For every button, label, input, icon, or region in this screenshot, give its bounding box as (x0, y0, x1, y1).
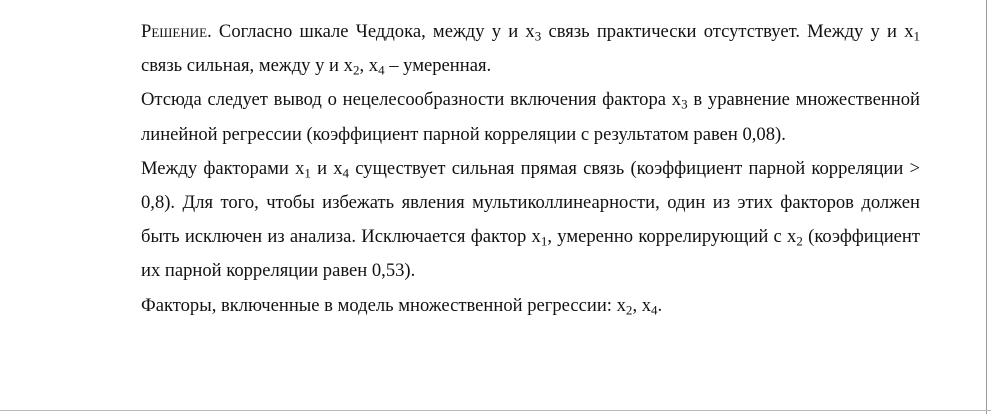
text-run: связь сильная, между y и x (141, 55, 353, 77)
subscript: 1 (304, 165, 311, 181)
text-run: . Согласно шкале Чеддока, между y и x (207, 21, 535, 42)
subscript: 3 (681, 96, 688, 112)
text-run: (коэффициент их парной корреляции равен 0,53). (141, 226, 920, 282)
text-run: в уравнение множественной линейной регрессии (коэффициент парной корреляции с результатом равен 0,08). (141, 89, 920, 145)
text-run: , умеренно коррелирующий с x (547, 226, 797, 248)
subscript: 4 (651, 301, 658, 317)
subscript: 2 (625, 301, 633, 317)
text-run: – умеренная. (384, 55, 492, 77)
text-run: , x (359, 55, 379, 77)
text-run: связь практически отсутствует. Между y и x (541, 21, 914, 42)
page-edge-right (986, 0, 987, 414)
page-edge-bottom (0, 410, 991, 411)
subscript: 2 (796, 233, 803, 249)
text-run: Отсюда следует вывод о нецелесообразности включения фактора x (141, 89, 682, 111)
solution-label: Решение (141, 21, 208, 42)
text-run: . (657, 294, 663, 316)
solution-paragraph (141, 15, 920, 83)
text-run: и x (310, 157, 343, 179)
solution-text-block (141, 15, 920, 323)
subscript: 1 (540, 233, 548, 249)
conclusion-paragraph (141, 83, 920, 151)
subscript: 4 (342, 165, 350, 181)
text-run: Между факторами x (141, 157, 305, 179)
multicollinearity-paragraph (141, 152, 920, 289)
subscript: 1 (913, 28, 921, 44)
text-run: , x (632, 294, 652, 316)
subscript: 2 (352, 62, 360, 78)
text-run: существует сильная прямая связь (коэффициент парной корреляции > 0,8). Для того, чтобы избежать явления мультиколлинеарности, один из этих факторов должен быть исключен из анализа. Исключается фактор x (141, 157, 920, 248)
factors-paragraph (141, 289, 920, 323)
subscript: 3 (534, 28, 542, 44)
subscript: 4 (378, 62, 385, 78)
text-run: Факторы, включенные в модель множественной регрессии: x (141, 294, 626, 316)
